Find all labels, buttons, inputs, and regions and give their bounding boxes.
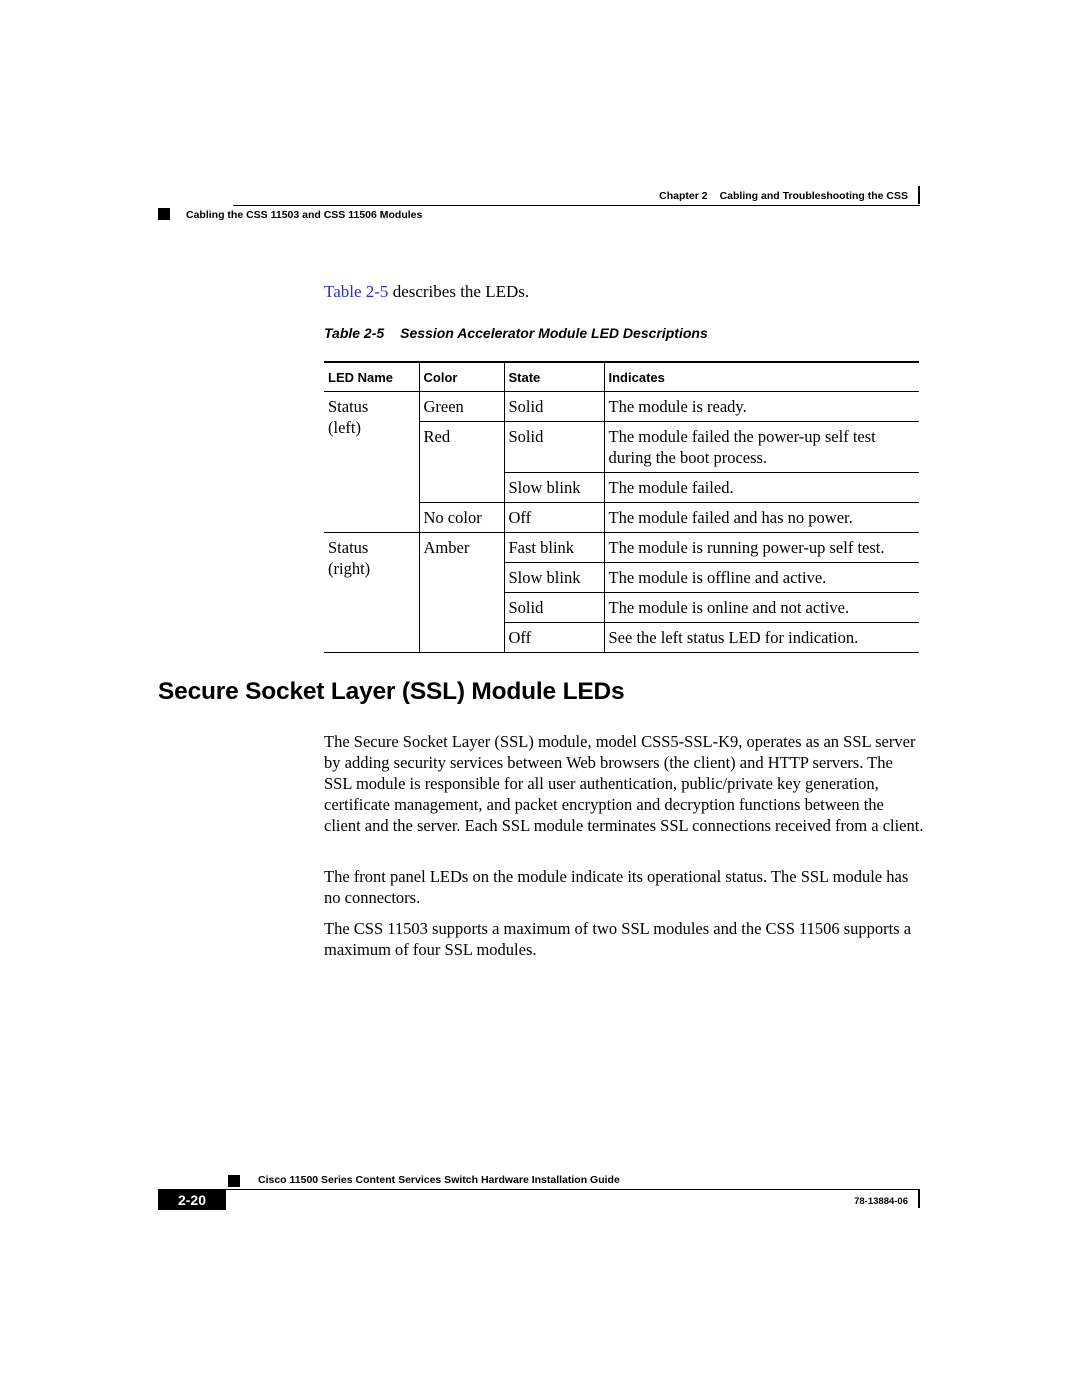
led-name-status-right: Status (right) — [324, 533, 419, 653]
color-cell: No color — [419, 503, 504, 533]
column-header-state: State — [504, 362, 604, 392]
column-header-color: Color — [419, 362, 504, 392]
table-row — [324, 533, 919, 563]
state-cell: Off — [504, 503, 604, 533]
paragraph-module-support: The CSS 11503 supports a maximum of two SSL modules and the CSS 11506 supports a maximum of four SSL modules. — [324, 919, 912, 959]
intro-text: describes the LEDs. — [388, 282, 530, 301]
indicates-cell: The module failed and has no power. — [604, 503, 919, 533]
intro-sentence — [324, 282, 529, 302]
column-header-indicates: Indicates — [604, 362, 919, 392]
state-cell: Solid — [504, 392, 604, 422]
indicates-cell: The module failed the power-up self test during the boot process. — [604, 422, 919, 473]
indicates-cell: The module is online and not active. — [604, 593, 919, 623]
color-cell: Green — [419, 392, 504, 422]
state-cell: Slow blink — [504, 473, 604, 503]
indicates-cell: The module is offline and active. — [604, 563, 919, 593]
color-cell: Amber — [419, 533, 504, 653]
indicates-cell: See the left status LED for indication. — [604, 623, 919, 653]
table-header-row — [324, 362, 919, 392]
table-caption-title: Session Accelerator Module LED Descriptions — [400, 325, 708, 341]
table-cross-reference-link[interactable]: Table 2-5 — [324, 282, 389, 301]
indicates-cell: The module is ready. — [604, 392, 919, 422]
table-caption-label: Table 2-5 — [324, 325, 385, 341]
header-vertical-bar — [918, 186, 920, 204]
state-cell: Solid — [504, 593, 604, 623]
column-header-led-name: LED Name — [324, 362, 419, 392]
state-cell: Fast blink — [504, 533, 604, 563]
page-number: 2-20 — [158, 1190, 226, 1210]
state-cell: Off — [504, 623, 604, 653]
section-heading: Secure Socket Layer (SSL) Module LEDs — [158, 678, 625, 705]
chapter-title: Cabling and Troubleshooting the CSS — [719, 190, 908, 202]
color-cell: Red — [419, 422, 504, 503]
led-name-status-left: Status (left) — [324, 392, 419, 533]
indicates-cell: The module failed. — [604, 473, 919, 503]
chapter-label: Chapter 2 — [659, 190, 708, 202]
footer-guide-title: Cisco 11500 Series Content Services Switch Hardware Installation Guide — [258, 1174, 620, 1186]
table-row — [324, 392, 919, 422]
state-cell: Solid — [504, 422, 604, 473]
table-caption — [324, 325, 708, 341]
footer-square-marker — [228, 1175, 240, 1187]
led-description-table — [324, 361, 919, 653]
running-header-section: Cabling the CSS 11503 and CSS 11506 Modules — [186, 209, 423, 221]
paragraph-ssl-overview: The Secure Socket Layer (SSL) module, model CSS5-SSL-K9, operates as an SSL server by adding security services between Web browsers (the client) and HTTP servers. The SSL module is responsible for all user authentication, public/private key generation, certificate management, and packet encryption and decryption functions between the client and the server. Each SSL module terminates SSL connections received from a client. — [324, 732, 924, 835]
footer-rule — [158, 1189, 920, 1190]
footer-vertical-bar — [918, 1190, 920, 1208]
header-square-marker — [158, 208, 170, 220]
running-header-chapter — [659, 190, 908, 202]
state-cell: Slow blink — [504, 563, 604, 593]
header-rule — [233, 205, 920, 206]
document-number: 78-13884-06 — [854, 1196, 908, 1207]
indicates-cell: The module is running power-up self test. — [604, 533, 919, 563]
paragraph-front-panel: The front panel LEDs on the module indicate its operational status. The SSL module has no connectors. — [324, 867, 909, 907]
